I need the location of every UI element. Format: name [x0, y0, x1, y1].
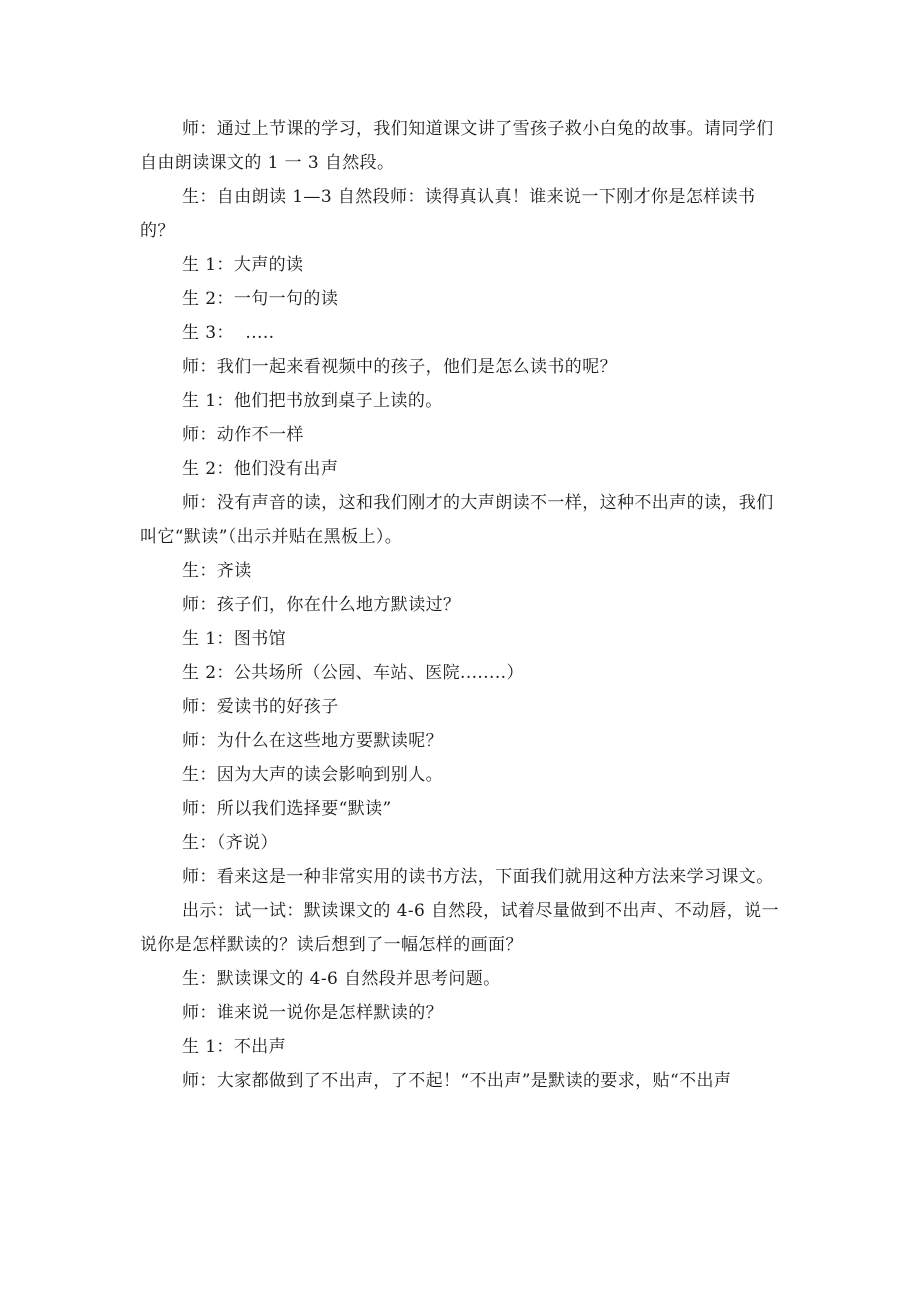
paragraph: 生：默读课文的 4-6 自然段并思考问题。: [182, 969, 501, 989]
paragraph: 师：没有声音的读，这和我们刚才的大声朗读不一样，这种不出声的读，我们叫它“默读”（出示并贴在黑板上）。: [140, 493, 774, 547]
paragraph: 师：孩子们，你在什么地方默读过？: [182, 595, 461, 615]
paragraph: 生：齐读: [182, 561, 252, 581]
paragraph: 师：大家都做到了不出声，了不起！“不出声”是默读的要求，贴“不出声: [182, 1071, 732, 1091]
paragraph: 师：通过上节课的学习，我们知道课文讲了雪孩子救小白兔的故事。请同学们自由朗读课文的 1 一 3 自然段。: [140, 119, 774, 173]
paragraph: 生 1：图书馆: [182, 629, 287, 649]
paragraph: 出示：试一试：默读课文的 4-6 自然段，试着尽量做到不出声、不动唇，说一说你是怎样默读的？读后想到了一幅怎样的画面？: [140, 901, 779, 955]
paragraph: 师：所以我们选择要“默读”: [182, 799, 392, 819]
paragraph: 生 2：他们没有出声: [182, 459, 339, 479]
paragraph: 生 1：他们把书放到桌子上读的。: [182, 391, 443, 411]
paragraph: 师：看来这是一种非常实用的读书方法，下面我们就用这种方法来学习课文。: [182, 867, 774, 887]
paragraph: 生：因为大声的读会影响到别人。: [182, 765, 443, 785]
paragraph: 生 2：一句一句的读: [182, 289, 339, 309]
paragraph: 生 2：公共场所（公园、车站、医院........）: [182, 663, 524, 683]
paragraph: 师：动作不一样: [182, 425, 304, 445]
paragraph: 师：谁来说一说你是怎样默读的？: [182, 1003, 443, 1023]
paragraph: 师：我们一起来看视频中的孩子，他们是怎么读书的呢？: [182, 357, 617, 377]
paragraph: 生：自由朗读 1—3 自然段师：读得真认真！谁来说一下刚才你是怎样读书的？: [140, 187, 756, 241]
paragraph: 师：爱读书的好孩子: [182, 697, 339, 717]
paragraph: 生：（齐说）: [182, 833, 278, 853]
document-body: [140, 112, 780, 1098]
paragraph: 生 1：大声的读: [182, 255, 304, 275]
paragraph: 生 3： .....: [182, 323, 275, 343]
paragraph: 师：为什么在这些地方要默读呢？: [182, 731, 443, 751]
paragraph: 生 1：不出声: [182, 1037, 287, 1057]
